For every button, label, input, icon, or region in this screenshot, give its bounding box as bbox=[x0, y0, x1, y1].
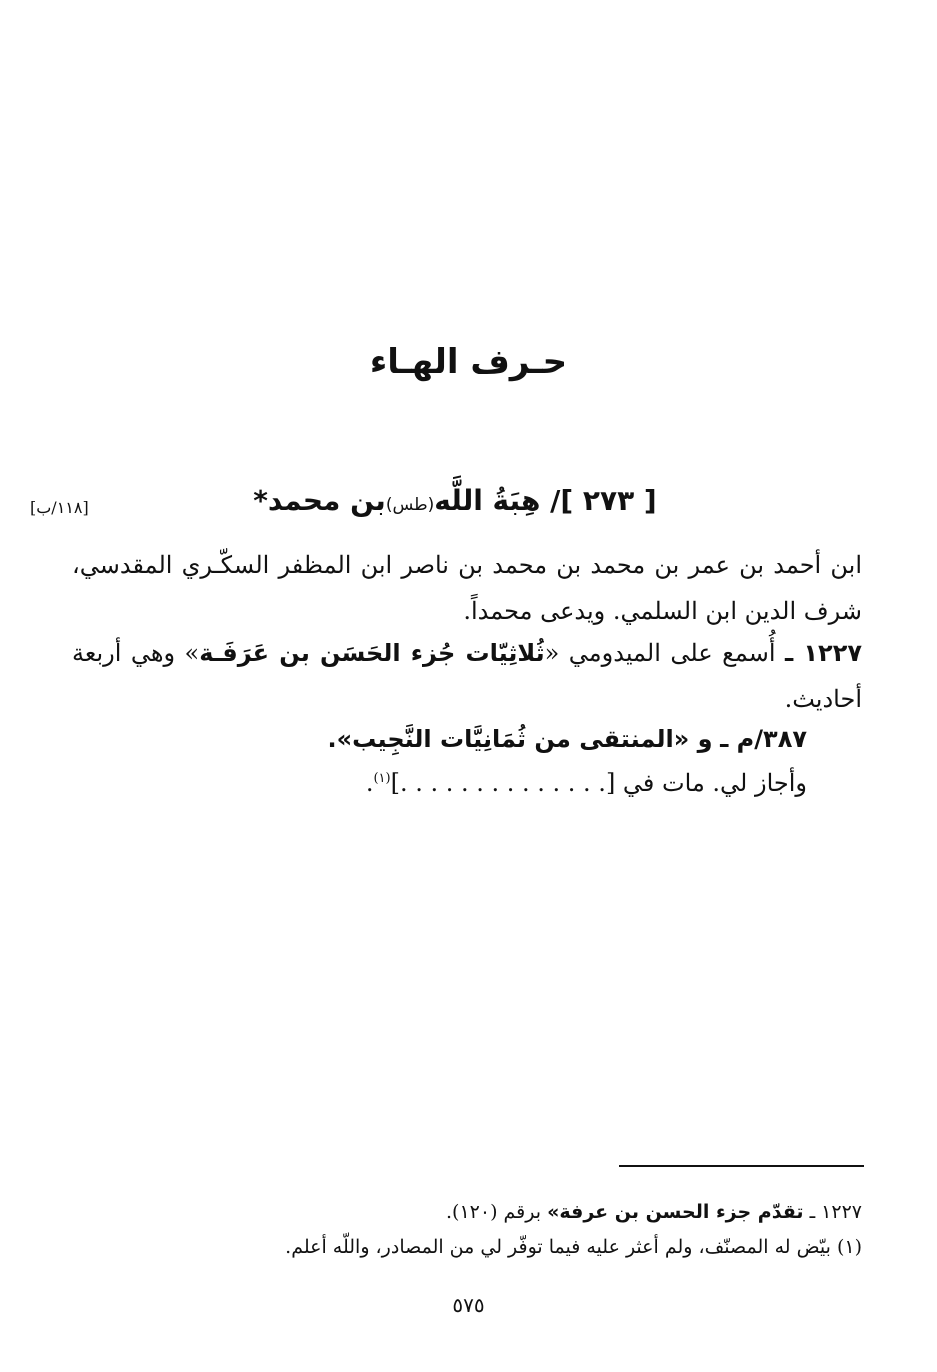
item-1227-text-b: » وهي أربعة أحاديث. bbox=[72, 639, 862, 713]
item-1227-text-a: أُسمع على الميدومي « bbox=[544, 639, 776, 667]
footnote-reference: (١) bbox=[373, 771, 391, 786]
chapter-title: حـرف الهـاء bbox=[369, 342, 568, 382]
ijaza-text: وأجاز لي. مات في [. . . . . . . . . . . . . .] bbox=[390, 769, 807, 797]
item-1227-paragraph bbox=[72, 630, 862, 722]
item-1227-title: ثُلاثِيّات جُزء الحَسَن بن عَرَفَـة bbox=[199, 639, 545, 667]
footnote-1 bbox=[162, 1232, 862, 1262]
footnote-divider bbox=[619, 1165, 864, 1167]
entry-name-rest: بن محمد* bbox=[253, 484, 386, 517]
entry-name-note: (طس) bbox=[385, 495, 435, 515]
footnote-1-number: (١) bbox=[836, 1236, 862, 1258]
footnote-1-text: بيّض له المصنّف، ولم أعثر عليه فيما توفّر لي من المصادر، واللّه أعلم. bbox=[285, 1236, 831, 1258]
footnote-1227-rest: برقم (١٢٠). bbox=[446, 1201, 542, 1223]
footnote-1227 bbox=[162, 1197, 862, 1227]
entry-name-main: هِبَةُ اللَّه bbox=[434, 484, 541, 517]
entry-heading bbox=[160, 484, 750, 517]
footnote-1227-number: ١٢٢٧ ـ bbox=[809, 1201, 862, 1223]
item-387-text: و «المنتقى من ثُمَانِيَّات النَّجِيب». bbox=[327, 725, 713, 753]
item-387-number: ٣٨٧/م ـ bbox=[720, 725, 807, 753]
lineage-paragraph: ابن أحمد بن عمر بن محمد بن محمد بن ناصر ابن المظفر السكّـري المقدسي، شرف الدين ابن السلمي. ويدعى محمداً. bbox=[72, 551, 862, 625]
entry-number: [ ٢٧٣ ]/ bbox=[550, 484, 657, 517]
page-number: ٥٧٥ bbox=[452, 1293, 485, 1317]
folio-reference: [١١٨/ب] bbox=[30, 498, 89, 517]
footnote-1227-bold: تقدّم جزء الحسن بن عرفة» bbox=[547, 1201, 804, 1223]
item-1227-number: ١٢٢٧ ـ bbox=[785, 639, 862, 667]
ijaza-paragraph: وأجاز لي. مات في [. . . . . . . . . . . . . .]$^{(١)}$. bbox=[365, 769, 807, 797]
